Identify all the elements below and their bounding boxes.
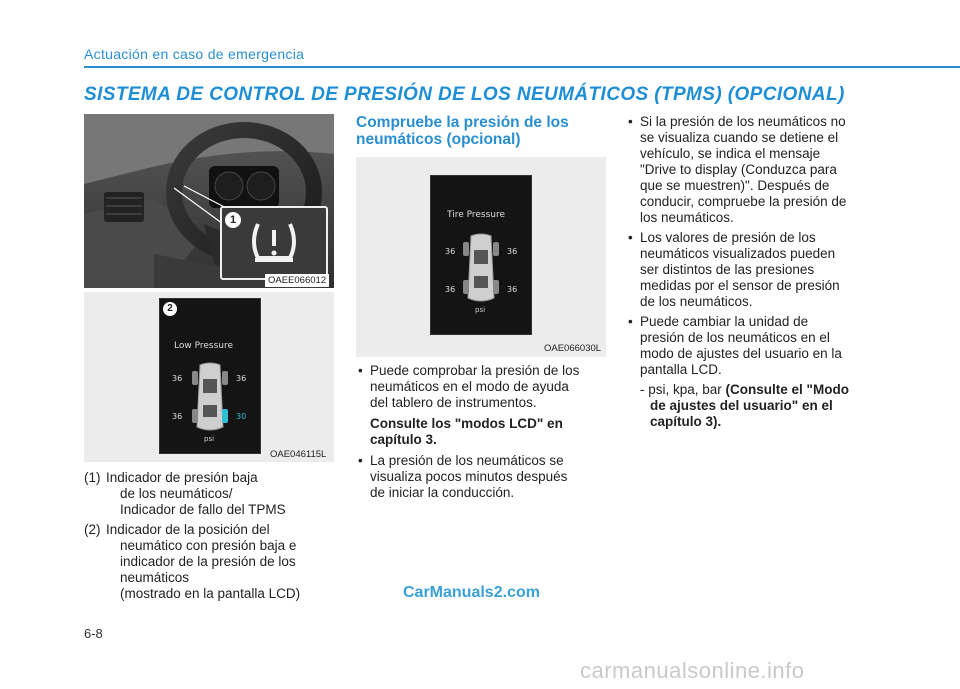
- header-rule: [84, 66, 960, 68]
- bullet-line: pantalla LCD.: [640, 362, 722, 377]
- bullet-line: Puede comprobar la presión de los: [370, 363, 580, 378]
- legend-2-line: neumático con presión baja e: [120, 538, 297, 553]
- unit-options: [640, 382, 880, 430]
- figure-code-low-pressure: OAE046115L: [270, 449, 327, 460]
- page-number: 6-8: [84, 626, 103, 641]
- lcd-value-rr-low: 30: [236, 412, 247, 421]
- bullet-bold-line: capítulo 3.: [370, 432, 437, 447]
- tp-value-fr: 36: [507, 247, 518, 256]
- tp-unit: psi: [475, 306, 486, 314]
- car-top-view-low: [160, 357, 260, 447]
- lcd-value-fr: 36: [236, 374, 247, 383]
- lcd-unit-low: psi: [204, 435, 215, 443]
- legend-2-line: indicador de la presión de los: [120, 554, 296, 569]
- bullet-line: Puede cambiar la unidad de: [640, 314, 809, 329]
- lcd-low-pressure: [159, 298, 261, 454]
- legend-1-line: de los neumáticos/: [120, 486, 233, 501]
- unit-options-ref-line: capítulo 3).: [650, 414, 722, 429]
- low-pressure-figure: [84, 292, 334, 462]
- bullet-line: presión de los neumáticos en el: [640, 330, 830, 345]
- bullet-line: modo de ajustes del usuario en la: [640, 346, 842, 361]
- bullet-line: neumáticos en el modo de ayuda: [370, 379, 569, 394]
- legend-2-line: neumáticos: [120, 570, 190, 585]
- watermark-bottom: carmanualsonline.info: [580, 658, 805, 683]
- bullet-line: vehículo, se indica el mensaje: [640, 146, 821, 161]
- bullet-line: del tablero de instrumentos.: [370, 395, 537, 410]
- bullet-dot: •: [628, 230, 633, 245]
- bullet-line: los neumáticos.: [640, 210, 734, 225]
- lcd-tire-pressure: [430, 175, 532, 335]
- tp-value-fl: 36: [445, 247, 456, 256]
- lcd-title-low-pressure: Low Pressure: [174, 341, 234, 351]
- page-title: SISTEMA DE CONTROL DE PRESIÓN DE LOS NEUMÁTICOS (TPMS) (OPCIONAL): [84, 84, 845, 105]
- bullet-dot: •: [358, 453, 363, 468]
- callout-number-1: 1: [225, 212, 241, 228]
- bullet-dot: •: [628, 114, 633, 129]
- lcd-value-fl: 36: [172, 374, 183, 383]
- legend-2-line: Indicador de la posición del: [106, 522, 270, 537]
- bullet-dot: •: [358, 363, 363, 378]
- bullet-line: Los valores de presión de los: [640, 230, 816, 245]
- bullet-line: ser distintos de las presiones: [640, 262, 815, 277]
- middle-bullet-1: [356, 363, 606, 448]
- bullet-line: "Drive to display (Conduzca para: [640, 162, 837, 177]
- legend-item-2: [84, 522, 344, 602]
- bullet-line: que se muestren)". Después de: [640, 178, 830, 193]
- right-bullet-2: [626, 230, 880, 310]
- right-bullet-3: [626, 314, 880, 378]
- subheading: [356, 114, 606, 148]
- bullet-line: de iniciar la conducción.: [370, 485, 515, 500]
- bullet-bold-line: Consulte los "modos LCD" en: [370, 416, 563, 431]
- car-top-view: [431, 228, 531, 318]
- legend-item-1: [84, 470, 344, 518]
- lcd-title-tire-pressure: Tire Pressure: [447, 210, 506, 220]
- figure-code-dashboard: OAEE066012: [265, 274, 329, 287]
- watermark-site: CarManuals2.com: [403, 584, 540, 601]
- callout-number-2: 2: [163, 302, 177, 316]
- legend-num-1: (1): [84, 470, 101, 485]
- right-bullet-1: [626, 114, 880, 226]
- bullet-line: conducir, compruebe la presión de: [640, 194, 847, 209]
- bullet-line: de los neumáticos.: [640, 294, 753, 309]
- middle-bullet-2: [356, 453, 606, 501]
- bullet-line: La presión de los neumáticos se: [370, 453, 564, 468]
- subheading-line: Compruebe la presión de los: [356, 114, 569, 131]
- tp-value-rl: 36: [445, 285, 456, 294]
- unit-options-ref-line: de ajustes del usuario" en el: [650, 398, 833, 413]
- bullet-line: se visualiza cuando se detiene el: [640, 130, 839, 145]
- unit-options-prefix: - psi, kpa, bar: [640, 382, 726, 397]
- tp-value-rr: 36: [507, 285, 518, 294]
- bullet-line: neumáticos visualizados pueden: [640, 246, 836, 261]
- section-header: Actuación en caso de emergencia: [84, 46, 305, 62]
- unit-options-ref: (Consulte el "Modo: [725, 382, 849, 397]
- tire-pressure-figure: [356, 157, 606, 357]
- lcd-value-rl: 36: [172, 412, 183, 421]
- dashboard-figure: [84, 114, 334, 288]
- legend-2-line: (mostrado en la pantalla LCD): [120, 586, 301, 601]
- bullet-line: Si la presión de los neumáticos no: [640, 114, 846, 129]
- bullet-dot: •: [628, 314, 633, 329]
- legend-1-line: Indicador de presión baja: [106, 470, 258, 485]
- figure-code-tire-pressure: OAE066030L: [544, 343, 602, 354]
- legend-num-2: (2): [84, 522, 101, 537]
- bullet-line: visualiza pocos minutos después: [370, 469, 568, 484]
- legend-1-line: Indicador de fallo del TPMS: [120, 502, 286, 517]
- bullet-line: medidas por el sensor de presión: [640, 278, 840, 293]
- subheading-line: neumáticos (opcional): [356, 131, 521, 148]
